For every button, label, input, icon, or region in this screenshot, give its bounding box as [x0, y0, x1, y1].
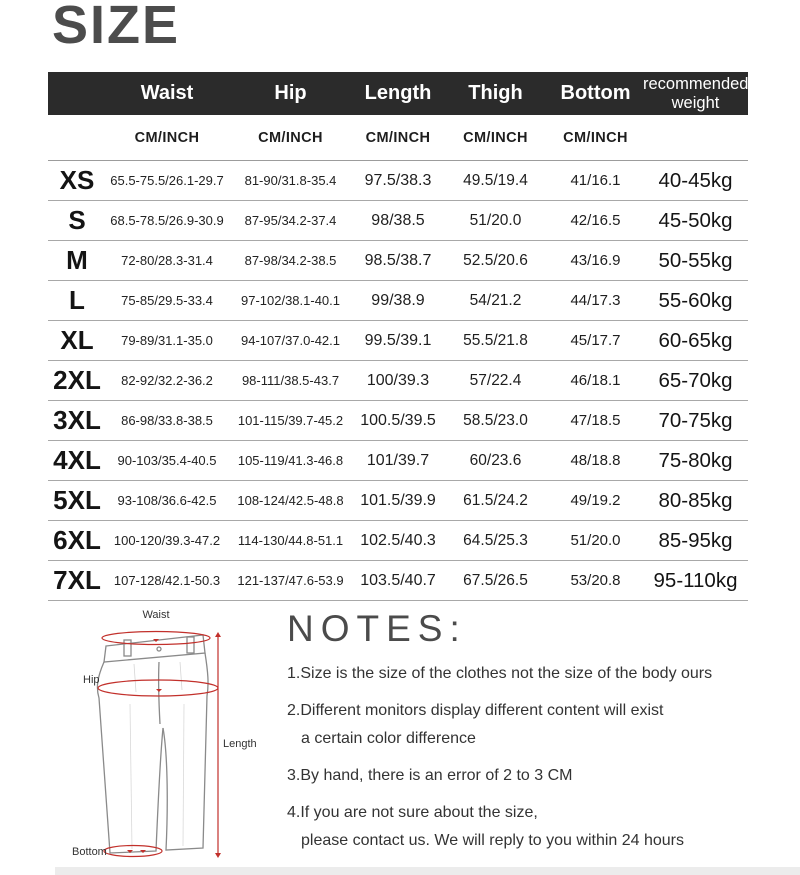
hip-value: 121-137/47.6-53.9	[237, 573, 344, 588]
diagram-length-label: Length	[223, 738, 257, 750]
weight-value: 95-110kg	[653, 568, 738, 592]
size-label: XS	[59, 165, 95, 195]
thigh-value: 61.5/24.2	[463, 491, 528, 509]
weight-value: 45-50kg	[658, 208, 733, 232]
waist-value: 93-108/36.6-42.5	[117, 493, 217, 508]
unit-length: CM/INCH	[365, 129, 431, 146]
thigh-value: 54/21.2	[469, 291, 522, 309]
length-value: 99.5/39.1	[364, 331, 432, 349]
table-row	[48, 201, 748, 241]
size-label: 5XL	[53, 485, 101, 515]
header-hip: Hip	[274, 82, 307, 104]
length-value: 98/38.5	[371, 211, 425, 229]
table-row	[48, 241, 748, 281]
thigh-value: 52.5/20.6	[463, 251, 528, 269]
waist-value: 65.5-75.5/26.1-29.7	[110, 173, 224, 188]
size-label: 2XL	[53, 365, 101, 395]
waist-value: 100-120/39.3-47.2	[113, 533, 221, 548]
waist-value: 86-98/33.8-38.5	[121, 413, 213, 428]
table-row	[48, 481, 748, 521]
hip-value: 81-90/31.8-35.4	[244, 173, 337, 188]
notes-title: NOTES:	[287, 608, 467, 649]
note-line: 4.If you are not sure about the size,	[287, 804, 538, 821]
header-length: Length	[364, 82, 432, 104]
diagram-bottom-label: Bottom	[72, 846, 107, 858]
size-label: 4XL	[53, 445, 101, 475]
size-label: 6XL	[53, 525, 101, 555]
table-row	[48, 441, 748, 481]
bottom-value: 47/18.5	[570, 412, 621, 429]
bottom-value: 42/16.5	[570, 212, 621, 229]
note-line: 2.Different monitors display different content will exist	[287, 702, 664, 719]
bottom-value: 48/18.8	[570, 452, 621, 469]
size-label: 7XL	[53, 565, 101, 595]
hip-value: 114-130/44.8-51.1	[237, 533, 344, 548]
table-row	[48, 521, 748, 561]
bottom-value: 43/16.9	[570, 252, 621, 269]
weight-value: 55-60kg	[658, 288, 733, 312]
length-value: 97.5/38.3	[364, 171, 432, 189]
length-value: 100.5/39.5	[360, 411, 436, 429]
waist-value: 72-80/28.3-31.4	[121, 253, 213, 268]
table-row	[48, 561, 748, 601]
length-value: 100/39.3	[366, 371, 430, 389]
length-value: 101.5/39.9	[360, 491, 436, 509]
waist-value: 82-92/32.2-36.2	[121, 373, 213, 388]
length-value: 98.5/38.7	[364, 251, 432, 269]
table-row	[48, 321, 748, 361]
table-row	[48, 281, 748, 321]
table-row	[48, 401, 748, 441]
diagram-waist-label: Waist	[142, 609, 170, 621]
weight-value: 50-55kg	[658, 248, 733, 272]
header-bottom: Bottom	[560, 82, 631, 104]
page-title: SIZE	[52, 0, 181, 55]
weight-value: 70-75kg	[658, 408, 733, 432]
size-label: XL	[60, 325, 94, 355]
size-label: S	[68, 205, 86, 235]
note-item	[287, 697, 777, 753]
weight-value: 80-85kg	[658, 488, 733, 512]
waist-value: 107-128/42.1-50.3	[113, 573, 221, 588]
header-recommended-weight: recommended weight	[643, 75, 749, 112]
weight-value: 75-80kg	[658, 448, 733, 472]
bottom-value: 44/17.3	[570, 292, 621, 309]
header-waist: Waist	[140, 82, 194, 104]
note-line: 1.Size is the size of the clothes not the size of the body ours	[287, 665, 713, 682]
weight-value: 60-65kg	[658, 328, 733, 352]
thigh-value: 51/20.0	[469, 211, 522, 229]
bottom-value: 45/17.7	[570, 332, 621, 349]
hip-value: 87-95/34.2-37.4	[244, 213, 337, 228]
weight-value: 65-70kg	[658, 368, 733, 392]
waist-value: 68.5-78.5/26.9-30.9	[110, 213, 224, 228]
note-item	[287, 660, 777, 688]
diagram-hip-label: Hip	[83, 674, 100, 686]
unit-thigh: CM/INCH	[463, 129, 528, 146]
notes-section	[287, 608, 777, 864]
length-value: 102.5/40.3	[360, 531, 436, 549]
note-item	[287, 762, 777, 790]
hip-value: 108-124/42.5-48.8	[237, 493, 344, 508]
thigh-value: 67.5/26.5	[463, 571, 528, 589]
thigh-value: 57/22.4	[469, 371, 522, 389]
waist-value: 90-103/35.4-40.5	[117, 453, 217, 468]
notes-list	[287, 660, 777, 855]
bottom-gray-band	[55, 867, 800, 875]
bottom-value: 41/16.1	[570, 172, 621, 189]
header-thigh: Thigh	[468, 82, 523, 104]
size-label: M	[66, 245, 88, 275]
hip-value: 101-115/39.7-45.2	[237, 413, 344, 428]
note-line: please contact us. We will reply to you within 24 hours	[301, 832, 685, 849]
weight-value: 40-45kg	[658, 168, 733, 192]
weight-value: 85-95kg	[658, 528, 733, 552]
bottom-value: 53/20.8	[570, 572, 621, 589]
unit-bottom: CM/INCH	[563, 129, 628, 146]
size-label: L	[69, 285, 85, 315]
bottom-value: 46/18.1	[570, 372, 621, 389]
waist-value: 79-89/31.1-35.0	[121, 333, 213, 348]
hip-value: 105-119/41.3-46.8	[237, 453, 344, 468]
bottom-value: 49/19.2	[570, 492, 621, 509]
unit-hip: CM/INCH	[258, 129, 323, 146]
thigh-value: 55.5/21.8	[463, 331, 528, 349]
note-item	[287, 799, 777, 855]
table-row	[48, 361, 748, 401]
hip-value: 94-107/37.0-42.1	[240, 333, 341, 348]
hip-value: 87-98/34.2-38.5	[244, 253, 337, 268]
hip-value: 98-111/38.5-43.7	[241, 373, 340, 388]
length-value: 99/38.9	[371, 291, 425, 309]
table-body	[48, 161, 748, 601]
note-line: a certain color difference	[301, 730, 476, 747]
hip-value: 97-102/38.1-40.1	[240, 293, 341, 308]
thigh-value: 49.5/19.4	[463, 171, 528, 189]
pants-measure-diagram	[68, 604, 278, 870]
length-value: 101/39.7	[366, 451, 430, 469]
measurement-lines	[98, 632, 218, 857]
note-line: 3.By hand, there is an error of 2 to 3 CM	[287, 767, 573, 784]
size-table	[48, 72, 748, 601]
table-row	[48, 161, 748, 201]
unit-waist: CM/INCH	[134, 129, 200, 146]
size-label: 3XL	[53, 405, 101, 435]
thigh-value: 64.5/25.3	[463, 531, 528, 549]
pants-outline	[97, 635, 208, 853]
length-value: 103.5/40.7	[360, 571, 436, 589]
bottom-value: 51/20.0	[570, 532, 621, 549]
waist-value: 75-85/29.5-33.4	[121, 293, 213, 308]
unit-row	[48, 115, 748, 161]
thigh-value: 60/23.6	[469, 451, 522, 469]
thigh-value: 58.5/23.0	[463, 411, 528, 429]
table-header-row	[48, 72, 748, 115]
